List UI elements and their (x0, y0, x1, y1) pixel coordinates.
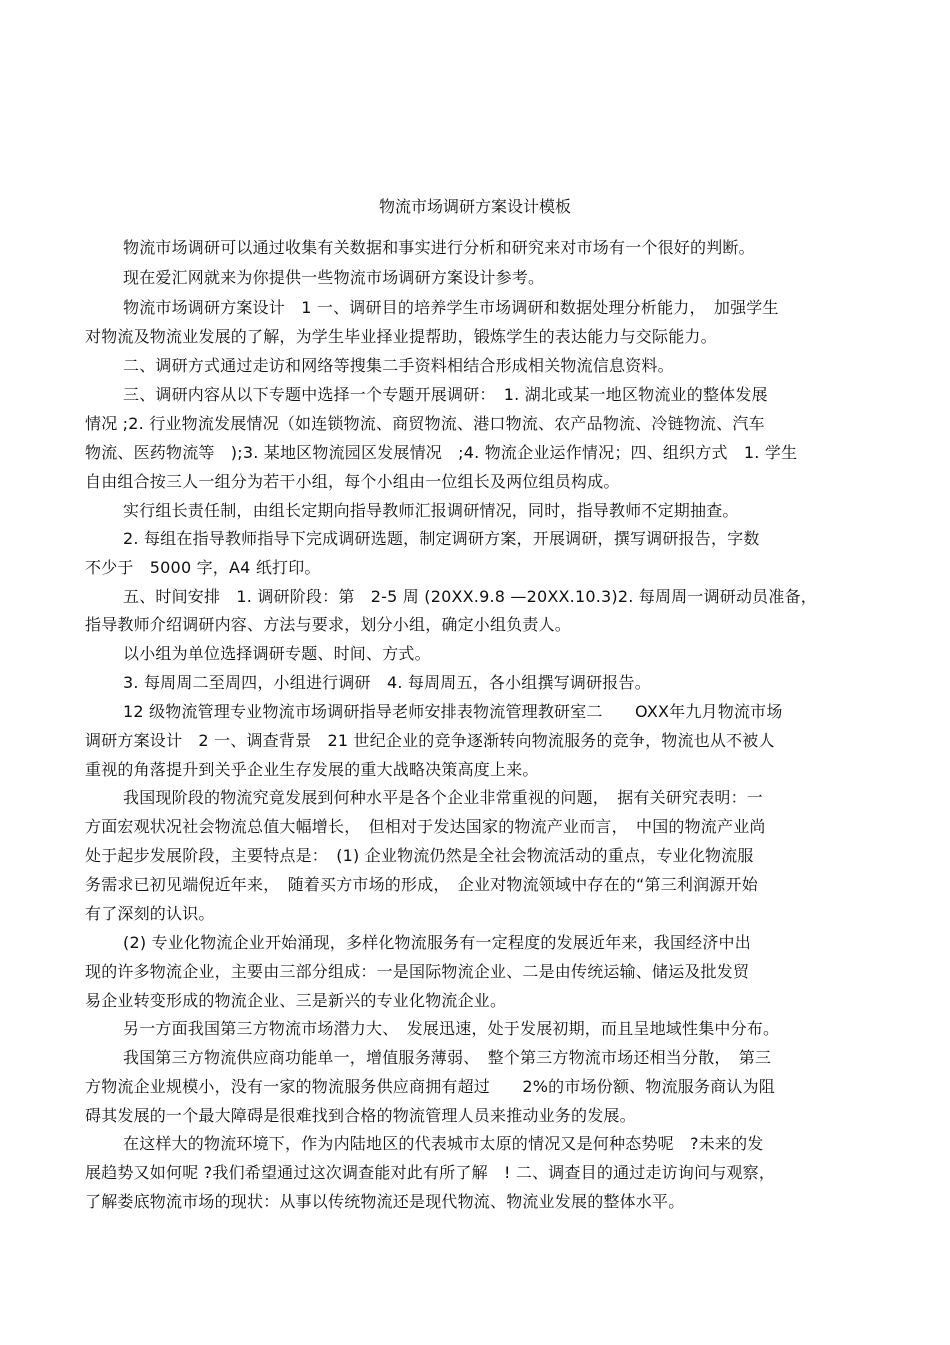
paragraph-line: (2) 专业化物流企业开始涌现，多样化物流服务有一定程度的发展近年来，我国经济中出 (123, 933, 751, 952)
paragraph-line: 方面宏观状况社会物流总值大幅增长， 但相对于发达国家的物流产业而言， 中国的物流产业尚 (85, 817, 766, 836)
paragraph-line: 务需求已初见端倪近年来， 随着买方市场的形成， 企业对物流领域中存在的“第三利润源开始 (85, 875, 758, 894)
paragraph-line: 现在爱汇网就来为你提供一些物流市场调研方案设计参考。 (123, 268, 545, 287)
paragraph-line: 展趋势又如何呢 ?我们希望通过这次调查能对此有所了解 ! 二、调查目的通过走访询问与观察， (85, 1163, 776, 1182)
paragraph-line: 我国第三方物流供应商功能单一，增值服务薄弱、 整个第三方物流市场还相当分散， 第三 (123, 1048, 772, 1067)
paragraph-line: 12 级物流管理专业物流市场调研指导老师安排表物流管理教研室二 OXX年九月物流市场 (123, 702, 783, 721)
paragraph-line: 物流市场调研可以通过收集有关数据和事实进行分析和研究来对市场有一个很好的判断。 (123, 238, 755, 257)
paragraph-line: 2. 每组在指导教师指导下完成调研选题，制定调研方案，开展调研，撰写调研报告，字数 (123, 529, 760, 548)
paragraph-line: 易企业转变形成的物流企业、三是新兴的专业化物流企业。 (85, 991, 507, 1010)
paragraph-line: 3. 每周周二至周四，小组进行调研 4. 每周周五，各小组撰写调研报告。 (123, 673, 651, 692)
paragraph-line: 对物流及物流业发展的了解，为学生毕业择业提帮助，锻炼学生的表达能力与交际能力。 (85, 327, 717, 346)
paragraph-line: 不少于 5000 字，A4 纸打印。 (85, 558, 321, 577)
paragraph-line: 自由组合按三人一组分为若干小组，每个小组由一位组长及两位组员构成。 (85, 472, 620, 491)
paragraph-line: 我国现阶段的物流究竟发展到何种水平是各个企业非常重视的问题， 据有关研究表明：一 (123, 788, 764, 807)
paragraph-line: 另一方面我国第三方物流市场潜力大、 发展迅速，处于发展初期，而且呈地域性集中分布。 (123, 1019, 780, 1038)
paragraph-line: 物流、医药物流等 );3. 某地区物流园区发展情况 ;4. 物流企业运作情况；四、组织方式 1. 学生 (85, 443, 798, 462)
document-title: 物流市场调研方案设计模板 (378, 197, 571, 216)
paragraph-line: 以小组为单位选择调研专题、时间、方式。 (123, 644, 431, 663)
paragraph-line: 物流市场调研方案设计 1 一、调研目的培养学生市场调研和数据处理分析能力， 加强学生 (123, 298, 779, 317)
paragraph-line: 实行组长责任制，由组长定期向指导教师汇报调研情况，同时，指导教师不定期抽查。 (123, 501, 739, 520)
paragraph-line: 五、时间安排 1. 调研阶段：第 2-5 周 (20XX.9.8 —20XX.10.3)2. 每周周一调研动员准备， (123, 587, 817, 606)
paragraph-line: 在这样大的物流环境下，作为内陆地区的代表城市太原的情况又是何种态势呢 ?未来的发 (123, 1134, 764, 1153)
paragraph-line: 现的许多物流企业，主要由三部分组成：一是国际物流企业、二是由传统运输、储运及批发贸 (85, 962, 750, 981)
paragraph-line: 指导教师介绍调研内容、方法与要求，划分小组，确定小组负责人。 (85, 615, 572, 634)
paragraph-line: 碍其发展的一个最大障碍是很难找到合格的物流管理人员来推动业务的发展。 (85, 1106, 636, 1125)
paragraph-line: 调研方案设计 2 一、调查背景 21 世纪企业的竞争逐渐转向物流服务的竞争，物流也从不被人 (85, 731, 775, 750)
paragraph-line: 三、调研内容从以下专题中选择一个专题开展调研： 1. 湖北或某一地区物流业的整体发展 (123, 385, 768, 404)
paragraph-line: 处于起步发展阶段，主要特点是： (1) 企业物流仍然是全社会物流活动的重点，专业化物流服 (85, 846, 754, 865)
paragraph-line: 了解娄底物流市场的现状：从事以传统物流还是现代物流、物流业发展的整体水平。 (85, 1192, 685, 1211)
paragraph-line: 二、调研方式通过走访和网络等搜集二手资料相结合形成相关物流信息资料。 (123, 356, 674, 375)
paragraph-line: 重视的角落提升到关乎企业生存发展的重大战略决策高度上来。 (85, 760, 539, 779)
paragraph-line: 方物流企业规模小，没有一家的物流服务供应商拥有超过 2%的市场份额、物流服务商认为阻 (85, 1077, 775, 1096)
paragraph-line: 有了深刻的认识。 (85, 904, 215, 923)
paragraph-line: 情况 ;2. 行业物流发展情况（如连锁物流、商贸物流、港口物流、农产品物流、冷链物流、汽车 (85, 414, 765, 433)
